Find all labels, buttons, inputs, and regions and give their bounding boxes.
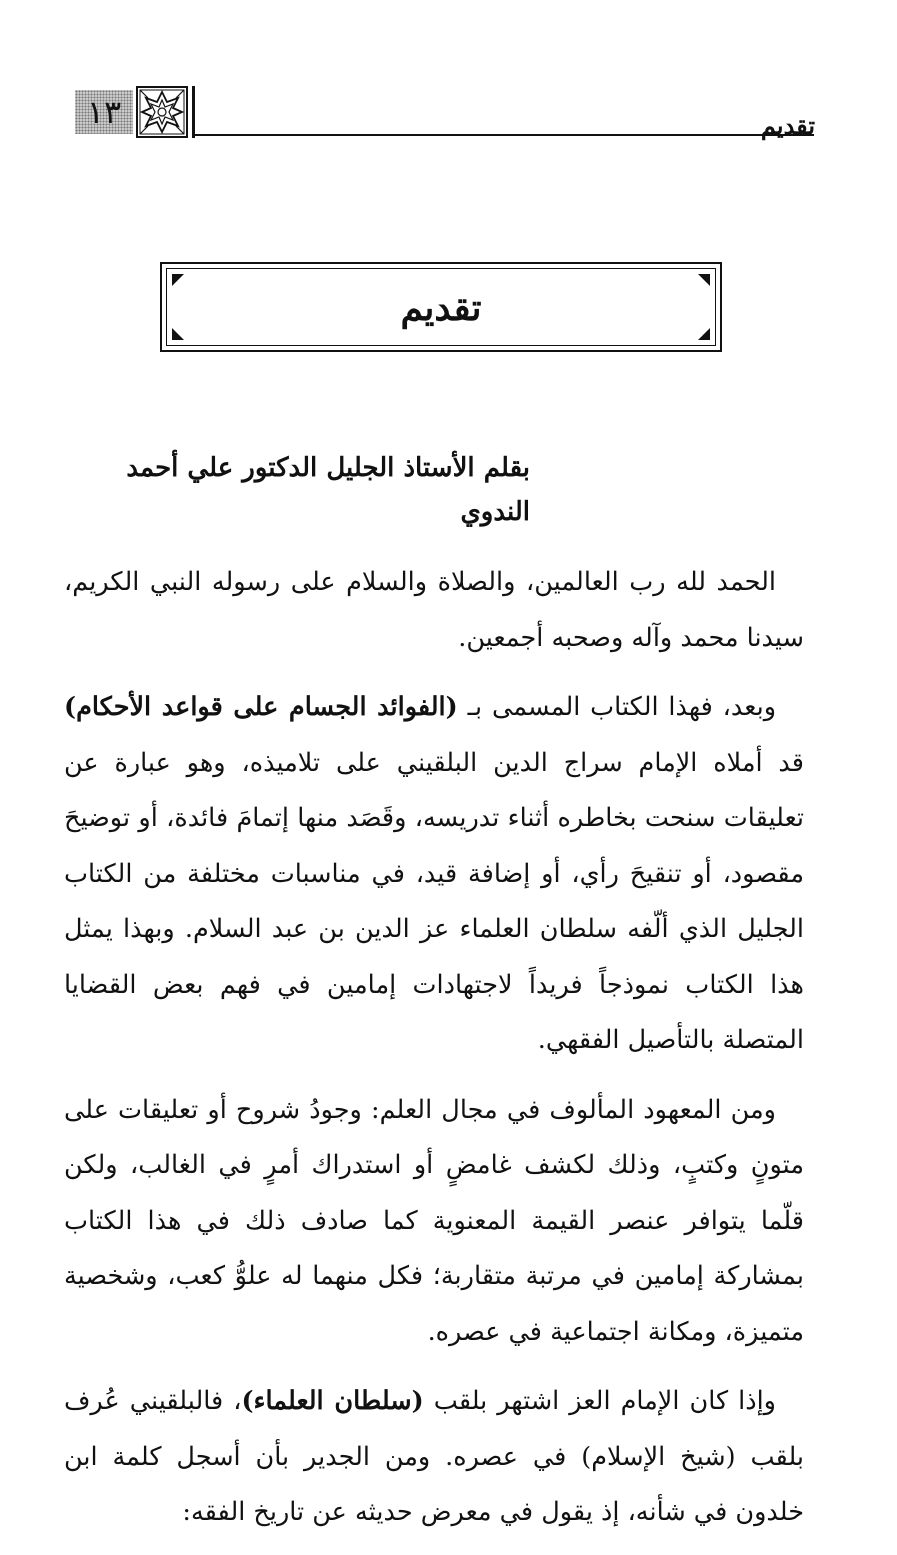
- paragraph-text: الحمد لله رب العالمين، والصلاة والسلام على رسوله النبي الكريم، سيدنا محمد وآله وصحبه أجمعين.: [64, 567, 804, 653]
- paragraph-text: قد أملاه الإمام سراج الدين البلقيني على تلاميذه، وهو عبارة عن تعليقات سنحت بخاطره أثناء تدريسه، وقَصَد منها إتمامَ فائدة، أو توضيحَ مقصود، أو تنقيحَ رأي، أو إضافة قيد، في مناسبات مختلفة من الكتاب الجليل الذي ألّفه سلطان العلماء عز الدين بن عبد السلام. وبهذا يمثل هذا الكتاب نموذجاً فريداً لاجتهادات إمامين في فهم بعض القضايا المتصلة بالتأصيل الفقهي.: [64, 747, 804, 1055]
- paragraph: [64, 1374, 804, 1541]
- header-divider: [192, 86, 195, 138]
- paragraph-text: ومن المعهود المألوف في مجال العلم: وجودُ شروح أو تعليقات على متونٍ وكتبٍ، وذلك لكشف غامضٍ أو استدراك أمرٍ في الغالب، ولكن قلّما يتوافر عنصر القيمة المعنوية كما صادف ذلك في هذا الكتاب بمشاركة إمامين في مرتبة متقاربة؛ فكل منهما له علوُّ كعب، وشخصية متميزة، ومكانة اجتماعية في عصره.: [64, 1094, 804, 1347]
- book-title: (الفوائد الجسام على قواعد الأحكام): [64, 692, 458, 722]
- paragraph: [64, 680, 804, 1069]
- author-byline: بقلم الأستاذ الجليل الدكتور علي أحمد الندوي: [126, 453, 530, 527]
- page-number: ١٣: [75, 90, 133, 134]
- chapter-title-frame: [160, 262, 722, 352]
- paragraph-text: ، فالبلقيني عُرف بلقب (شيخ الإسلام) في عصره. ومن الجدير بأن أسجل كلمة ابن خلدون في شأنه، إذ يقول في معرض حديثه عن تاريخ الفقه:: [64, 1386, 804, 1527]
- paragraph-text: وبعد، فهذا الكتاب المسمى بـ: [457, 692, 777, 722]
- page-header: [0, 0, 897, 150]
- paragraph: [64, 555, 804, 666]
- paragraph-text: وإذا كان الإمام العز اشتهر بلقب: [423, 1386, 776, 1416]
- honorific-title: (سلطان العلماء): [241, 1386, 424, 1416]
- star-ornament-icon: [136, 86, 188, 138]
- header-rule: [192, 134, 814, 136]
- triangle-corner-icon: [698, 274, 710, 286]
- chapter-title: تقديم: [400, 287, 482, 329]
- paragraph: [64, 1083, 804, 1361]
- body-text: [64, 555, 804, 1555]
- triangle-corner-icon: [172, 274, 184, 286]
- running-title: تقديم: [760, 111, 815, 140]
